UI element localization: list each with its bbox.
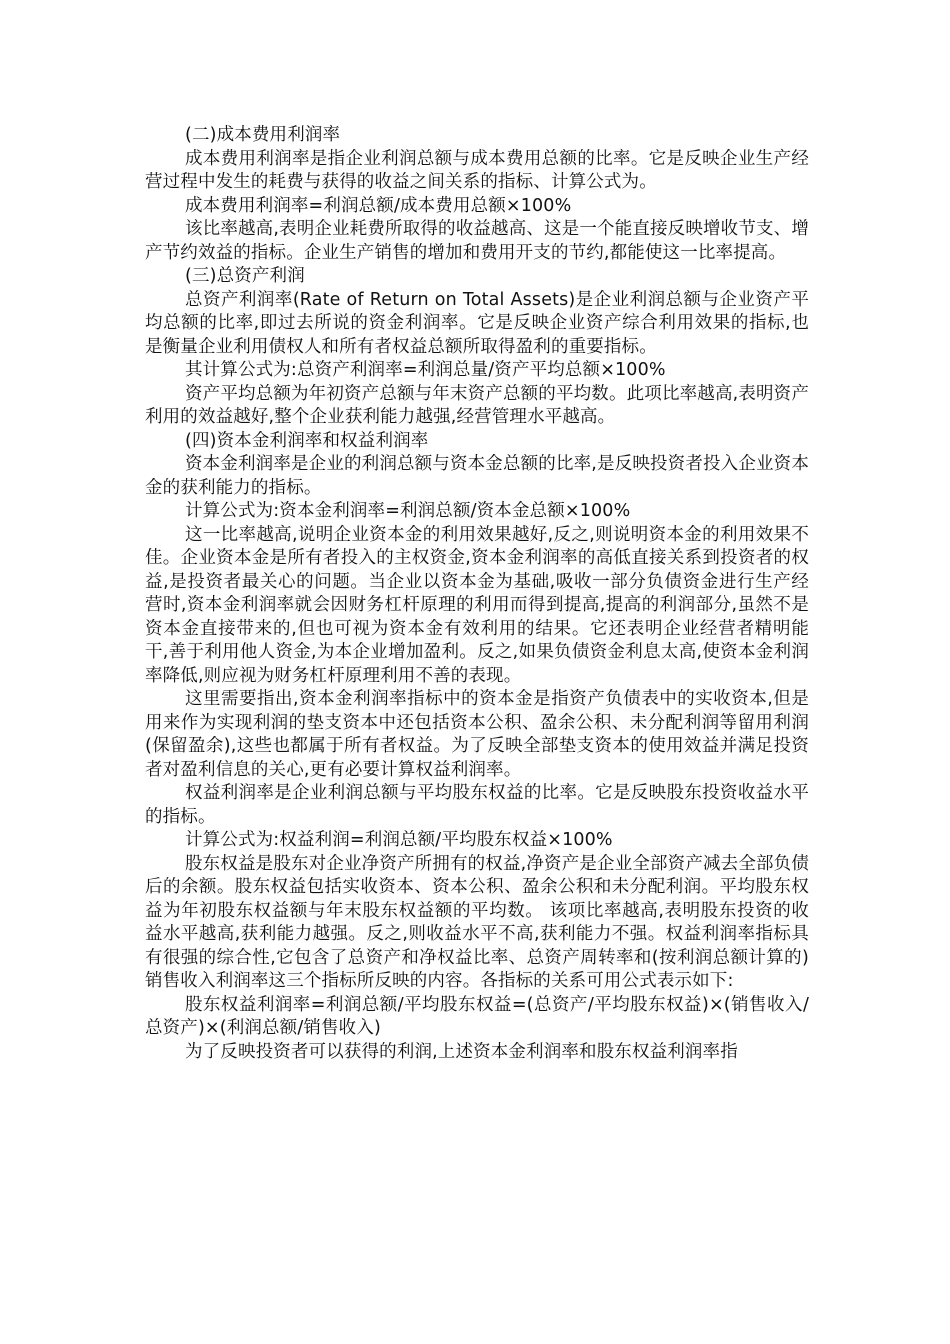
formula-capital-profit-rate: 计算公式为:资本金利润率=利润总额/资本金总额×100% bbox=[185, 501, 631, 521]
paragraph-equity-profit-definition: 权益利润率是企业利润总额与平均股东权益的比率。它是反映股东投资收益水平的指标。 bbox=[145, 783, 809, 827]
paragraph-shareholder-equity: 股东权益是股东对企业净资产所拥有的权益,净资产是企业全部资产减去全部负债后的余额。股东权益包括实收资本、资本公积、盈余公积和未分配利润。平均股东权益为年初股东权益额与年末股东权益额的平均数。 该项比率越高,表明股东投资的收益水平越高,获利能力越强。反之,则收益水平不高,获利能力不强。权益利润率指标具有很强的综合性,它包含了总资产和净权益比率、总资产周转率和(按利润总额计算的)销售收入利润率这三个指标所反映的内容。各指标的关系可用公式表示如下: bbox=[145, 853, 809, 991]
paragraph-cost-expense-interpretation: 该比率越高,表明企业耗费所取得的收益越高、这是一个能直接反映增收节支、增产节约效益的指标。企业生产销售的增加和费用开支的节约,都能使这一比率提高。 bbox=[145, 219, 809, 263]
paragraph-capital-profit-interpretation: 这一比率越高,说明企业资本金的利用效果越好,反之,则说明资本金的利用效果不佳。企业资本金是所有者投入的主权资金,资本金利润率的高低直接关系到投资者的权益,是投资者最关心的问题。当企业以资本金为基础,吸收一部分负债资金进行生产经营时,资本金利润率就会因财务杠杆原理的利用而得到提高,提高的利润部分,虽然不是资本金直接带来的,但也可视为资本金有效利用的结果。它还表明企业经营者精明能干,善于利用他人资金,为本企业增加盈利。反之,如果负债资金利息太高,使资本金利润率降低,则应视为财务杠杆原理利用不善的表现。 bbox=[145, 524, 809, 686]
section-heading-total-assets-profit: (三)总资产利润 bbox=[185, 266, 305, 286]
paragraph-average-assets: 资产平均总额为年初资产总额与年末资产总额的平均数。此项比率越高,表明资产利用的效益越好,整个企业获利能力越强,经营管理水平越高。 bbox=[145, 383, 809, 427]
section-heading-cost-expense-profit-rate: (二)成本费用利润率 bbox=[185, 125, 341, 145]
paragraph-cost-expense-definition: 成本费用利润率是指企业利润总额与成本费用总额的比率。它是反映企业生产经营过程中发生的耗费与获得的收益之间关系的指标、计算公式为。 bbox=[145, 148, 809, 192]
formula-equity-profit-decomposition: 股东权益利润率=利润总额/平均股东权益=(总资产/平均股东权益)×(销售收入/总资产)×(利润总额/销售收入) bbox=[145, 994, 809, 1038]
formula-total-assets-profit-rate: 其计算公式为:总资产利润率=利润总量/资产平均总额×100% bbox=[185, 360, 666, 380]
paragraph-total-assets-definition: 总资产利润率(Rate of Return on Total Assets)是企业利润总额与企业资产平均总额的比率,即过去所说的资金利润率。它是反映企业资产综合利用效果的指标,也是衡量企业利用债权人和所有者权益总额所取得盈利的重要指标。 bbox=[145, 289, 809, 357]
section-heading-capital-and-equity-profit-rate: (四)资本金利润率和权益利润率 bbox=[185, 430, 429, 451]
paragraph-capital-profit-definition: 资本金利润率是企业的利润总额与资本金总额的比率,是反映投资者投入企业资本金的获利能力的指标。 bbox=[145, 454, 809, 498]
paragraph-paid-in-capital-note: 这里需要指出,资本金利润率指标中的资本金是指资产负债表中的实收资本,但是用来作为实现利润的垫支资本中还包括资本公积、盈余公积、未分配利润等留用利润(保留盈余),这些也都属于所有者权益。为了反映全部垫支资本的使用效益并满足投资者对盈利信息的关心,更有必要计算权益利润率。 bbox=[145, 689, 809, 780]
formula-equity-profit: 计算公式为:权益利润=利润总额/平均股东权益×100% bbox=[185, 830, 613, 850]
formula-cost-expense-profit-rate: 成本费用利润率=利润总额/成本费用总额×100% bbox=[185, 195, 572, 216]
paragraph-investor-profit-continued: 为了反映投资者可以获得的利润,上述资本金利润率和股东权益利润率指 bbox=[185, 1041, 738, 1062]
document-body bbox=[145, 124, 809, 1064]
